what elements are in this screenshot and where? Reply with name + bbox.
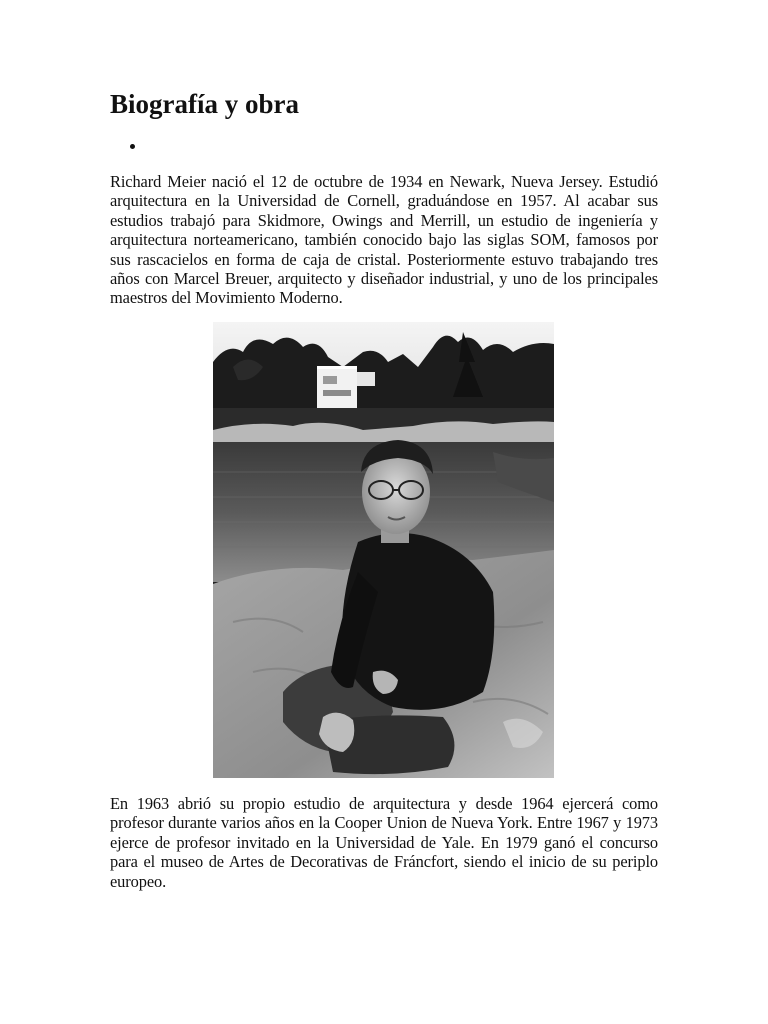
bullet-point xyxy=(130,144,135,149)
paragraph-career: En 1963 abrió su propio estudio de arquitectura y desde 1964 ejercerá como profesor durante varios años en la Cooper Union de Nueva York. Entre 1967 y 1973 ejerce de profesor invitado en la Universidad de Yale. En 1979 ganó el concurso para el museo de Artes de Decorativas de Fráncfort, siendo el inicio de su periplo europeo. xyxy=(110,794,658,891)
portrait-photo xyxy=(213,322,554,778)
page-title: Biografía y obra xyxy=(110,89,299,119)
paragraph-biography: Richard Meier nació el 12 de octubre de 1934 en Newark, Nueva Jersey. Estudió arquitectura en la Universidad de Cornell, graduándose en 1957. Al acabar sus estudios trabajó para Skidmore, Owings and Merrill, un estudio de ingeniería y arquitectura norteamericano, también conocido bajo las siglas SOM, famosos por sus rascacielos en forma de caja de cristal. Posteriormente estuvo trabajando tres años con Marcel Breuer, arquitecto y diseñador industrial, y uno de los principales maestros del Movimiento Moderno. xyxy=(110,172,658,308)
